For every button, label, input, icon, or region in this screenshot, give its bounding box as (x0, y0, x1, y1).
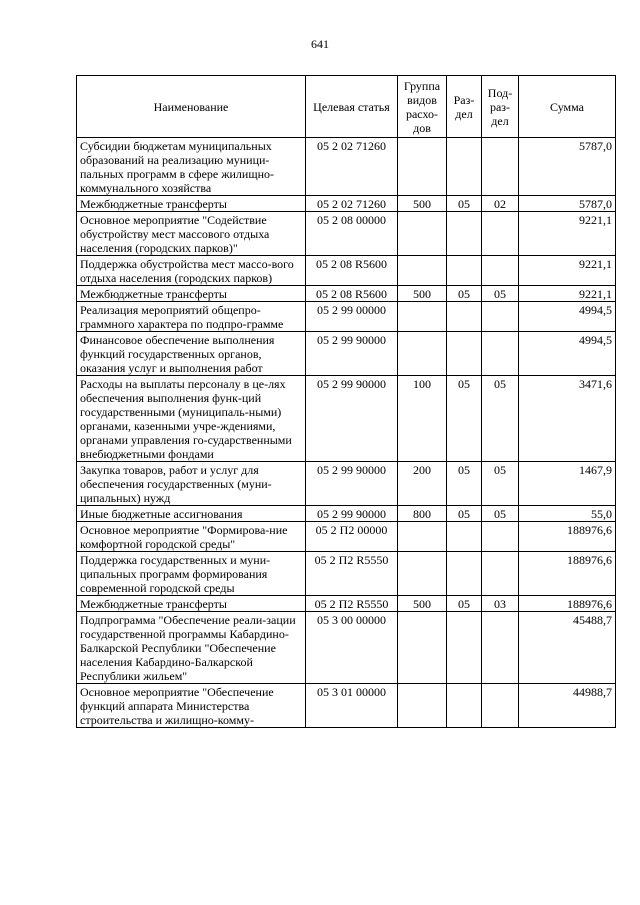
cell-subsection (482, 612, 519, 684)
cell-expense-group: 800 (398, 506, 447, 522)
cell-subsection: 02 (482, 196, 519, 212)
cell-target-article: 05 2 99 90000 (306, 506, 398, 522)
cell-target-article: 05 2 П2 R5550 (306, 552, 398, 596)
table-row (77, 286, 616, 302)
cell-expense-group (398, 332, 447, 376)
cell-section: 05 (447, 596, 482, 612)
table-row (77, 196, 616, 212)
cell-expense-group: 100 (398, 376, 447, 462)
cell-name: Межбюджетные трансферты (77, 196, 306, 212)
cell-section (447, 302, 482, 332)
cell-name: Межбюджетные трансферты (77, 596, 306, 612)
table-row (77, 506, 616, 522)
table-row (77, 462, 616, 506)
table-row (77, 302, 616, 332)
table-row (77, 332, 616, 376)
cell-name: Иные бюджетные ассигнования (77, 506, 306, 522)
cell-expense-group (398, 612, 447, 684)
table-row (77, 212, 616, 256)
cell-target-article: 05 2 08 R5600 (306, 256, 398, 286)
cell-sum: 9221,1 (519, 256, 616, 286)
cell-subsection: 05 (482, 376, 519, 462)
cell-section: 05 (447, 506, 482, 522)
cell-expense-group: 500 (398, 196, 447, 212)
cell-target-article: 05 2 02 71260 (306, 196, 398, 212)
cell-expense-group: 500 (398, 596, 447, 612)
cell-subsection (482, 684, 519, 728)
cell-subsection: 05 (482, 286, 519, 302)
cell-subsection: 03 (482, 596, 519, 612)
cell-subsection (482, 332, 519, 376)
cell-expense-group: 200 (398, 462, 447, 506)
cell-section (447, 684, 482, 728)
cell-subsection (482, 522, 519, 552)
cell-target-article: 05 2 08 00000 (306, 212, 398, 256)
cell-sum: 4994,5 (519, 302, 616, 332)
header-sum: Сумма (519, 76, 616, 138)
cell-section: 05 (447, 462, 482, 506)
table-row (77, 684, 616, 728)
cell-sum: 5787,0 (519, 138, 616, 196)
cell-section (447, 138, 482, 196)
cell-expense-group (398, 684, 447, 728)
table-row (77, 256, 616, 286)
table-row (77, 552, 616, 596)
header-expense-group: Группа видов расхо-дов (398, 76, 447, 138)
cell-sum: 45488,7 (519, 612, 616, 684)
cell-target-article: 05 2 02 71260 (306, 138, 398, 196)
cell-name: Поддержка государственных и муни-ципальных программ формирования современной городской среды (77, 552, 306, 596)
cell-subsection (482, 138, 519, 196)
cell-section: 05 (447, 376, 482, 462)
cell-target-article: 05 2 08 R5600 (306, 286, 398, 302)
table-row (77, 596, 616, 612)
cell-name: Расходы на выплаты персоналу в це-лях обеспечения выполнения функ-ций государственными (муниципаль-ными) органами, казенными учре-ждениями, органами управления го-сударственными внебюджетными фондами (77, 376, 306, 462)
cell-name: Финансовое обеспечение выполнения функций государственных органов, оказания услуг и выполнения работ (77, 332, 306, 376)
cell-target-article: 05 2 99 90000 (306, 376, 398, 462)
budget-table (76, 75, 616, 728)
cell-section (447, 256, 482, 286)
cell-subsection (482, 302, 519, 332)
cell-sum: 5787,0 (519, 196, 616, 212)
cell-target-article: 05 2 99 90000 (306, 462, 398, 506)
cell-target-article: 05 3 00 00000 (306, 612, 398, 684)
cell-name: Подпрограмма "Обеспечение реали-зации государственной программы Кабардино-Балкарской Республики "Обеспечение населения Кабардино-Балкарской Республики жильем" (77, 612, 306, 684)
cell-name: Поддержка обустройства мест массо-вого отдыха населения (городских парков) (77, 256, 306, 286)
cell-expense-group (398, 138, 447, 196)
cell-sum: 3471,6 (519, 376, 616, 462)
cell-section (447, 612, 482, 684)
cell-expense-group (398, 552, 447, 596)
cell-target-article: 05 2 П2 00000 (306, 522, 398, 552)
cell-expense-group (398, 256, 447, 286)
cell-section: 05 (447, 196, 482, 212)
cell-target-article: 05 2 99 00000 (306, 302, 398, 332)
cell-target-article: 05 2 П2 R5550 (306, 596, 398, 612)
cell-sum: 1467,9 (519, 462, 616, 506)
header-subsection: Под-раз-дел (482, 76, 519, 138)
cell-sum: 188976,6 (519, 552, 616, 596)
table-row (77, 138, 616, 196)
cell-name: Субсидии бюджетам муниципальных образований на реализацию муници-пальных программ в сфере жилищно-коммунального хозяйства (77, 138, 306, 196)
cell-sum: 55,0 (519, 506, 616, 522)
cell-sum: 188976,6 (519, 596, 616, 612)
cell-name: Межбюджетные трансферты (77, 286, 306, 302)
cell-sum: 188976,6 (519, 522, 616, 552)
cell-section (447, 522, 482, 552)
cell-name: Основное мероприятие "Формирова-ние комфортной городской среды" (77, 522, 306, 552)
table-row (77, 612, 616, 684)
table-header-row (77, 76, 616, 138)
header-name: Наименование (77, 76, 306, 138)
cell-section: 05 (447, 286, 482, 302)
cell-subsection (482, 212, 519, 256)
cell-expense-group (398, 522, 447, 552)
cell-target-article: 05 2 99 90000 (306, 332, 398, 376)
cell-target-article: 05 3 01 00000 (306, 684, 398, 728)
cell-section (447, 212, 482, 256)
table-row (77, 522, 616, 552)
cell-name: Основное мероприятие "Обеспечение функций аппарата Министерства строительства и жилищно-комму- (77, 684, 306, 728)
cell-section (447, 552, 482, 596)
cell-name: Основное мероприятие "Содействие обустройству мест массового отдыха населения (городских парков)" (77, 212, 306, 256)
cell-expense-group (398, 302, 447, 332)
cell-sum: 9221,1 (519, 286, 616, 302)
header-section: Раз-дел (447, 76, 482, 138)
cell-name: Закупка товаров, работ и услуг для обеспечения государственных (муни-ципальных) нужд (77, 462, 306, 506)
cell-expense-group (398, 212, 447, 256)
cell-subsection (482, 552, 519, 596)
cell-sum: 9221,1 (519, 212, 616, 256)
header-target-article: Целевая статья (306, 76, 398, 138)
cell-sum: 4994,5 (519, 332, 616, 376)
cell-expense-group: 500 (398, 286, 447, 302)
cell-subsection (482, 256, 519, 286)
cell-name: Реализация мероприятий общепро-граммного характера по подпро-грамме (77, 302, 306, 332)
table-row (77, 376, 616, 462)
cell-subsection: 05 (482, 462, 519, 506)
page-number: 641 (311, 37, 329, 51)
cell-section (447, 332, 482, 376)
cell-sum: 44988,7 (519, 684, 616, 728)
cell-subsection: 05 (482, 506, 519, 522)
